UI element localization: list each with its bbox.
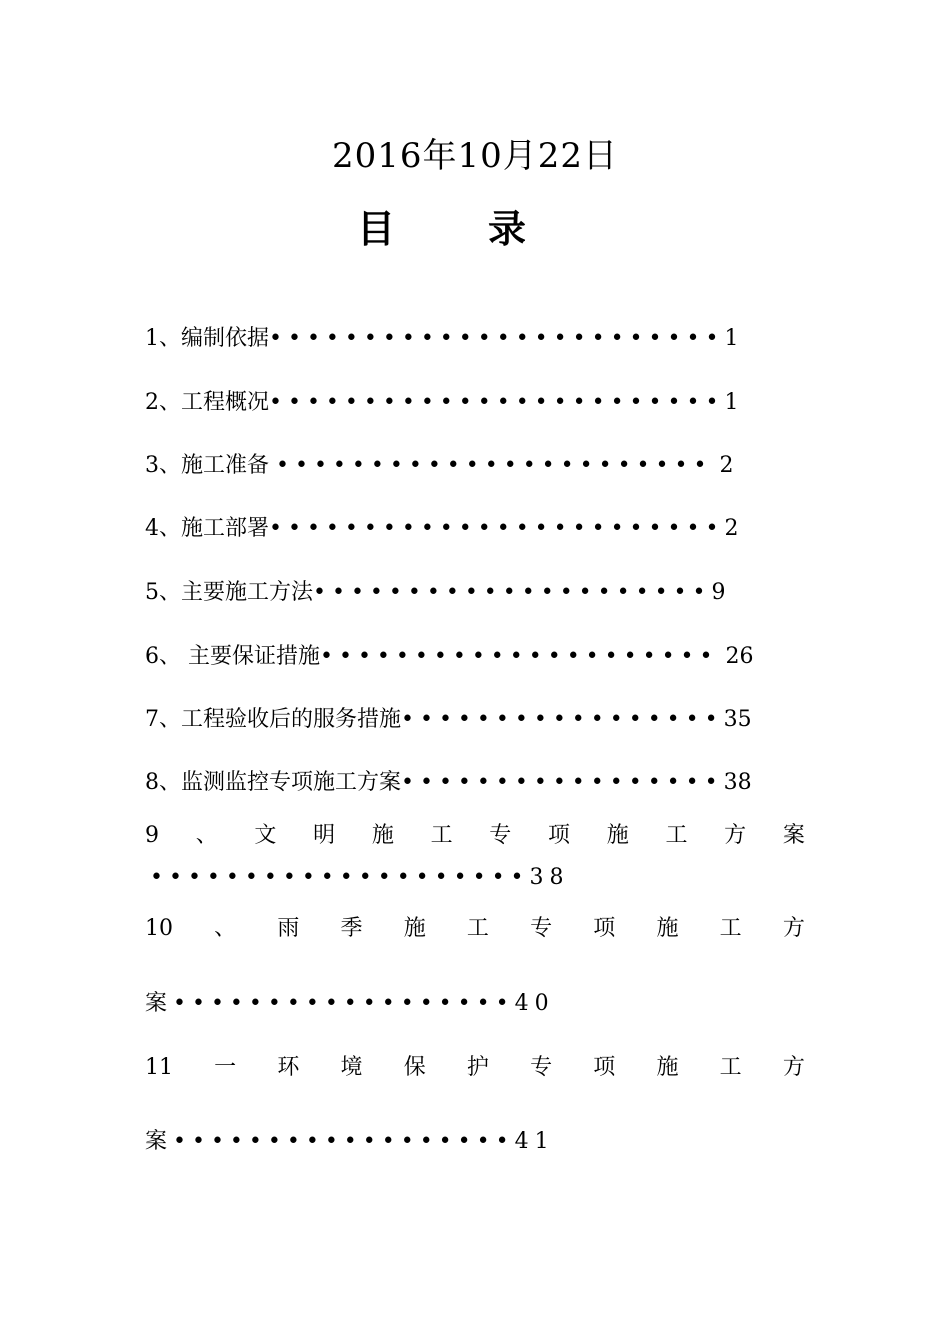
toc-entry-title: 1、编制依据 (145, 326, 269, 351)
toc-entry-char: 工 (665, 823, 688, 848)
toc-entry-char: 施 (606, 823, 629, 848)
toc-entry-11-continuation[interactable] (145, 1131, 555, 1153)
toc-entry-char: 季 (340, 916, 363, 941)
toc-entry-page: 9 (711, 580, 726, 605)
toc-entry-5[interactable] (145, 582, 726, 604)
toc-entry-char: 雨 (277, 916, 300, 941)
toc-entry-char: 项 (593, 1055, 616, 1080)
toc-entry-char: 一 (214, 1055, 237, 1080)
toc-entry-char: 境 (340, 1055, 363, 1080)
toc-entry-page: 35 (723, 707, 752, 732)
toc-entry-4[interactable] (145, 518, 738, 540)
toc-entry-10-continuation[interactable] (145, 993, 555, 1015)
toc-entry-char: 工 (466, 916, 489, 941)
toc-entry-title: 4、施工部署 (145, 516, 269, 541)
toc-leader-dots: ••••••••••••••••• (401, 770, 724, 795)
toc-entry-char: 施 (371, 823, 394, 848)
toc-leader-dots: ••••••••••••••••• (401, 707, 724, 732)
toc-entry-char: 方 (782, 916, 805, 941)
toc-entry-title: 7、工程验收后的服务措施 (145, 707, 401, 732)
toc-entry-1[interactable] (145, 328, 738, 350)
document-date: 2016年10月22日 (331, 136, 619, 176)
toc-entry-char: 施 (403, 916, 426, 941)
toc-leader-dots: •••••••••••••••••••••••• (269, 390, 725, 415)
toc-entry-title: 6、 主要保证措施 (145, 644, 320, 669)
toc-entry-char: 方 (724, 823, 747, 848)
toc-entry-7[interactable] (145, 709, 752, 731)
toc-heading-char-1: 目 (357, 206, 396, 251)
toc-entry-page: 1 (724, 326, 739, 351)
toc-entry-title: 5、主要施工方法 (145, 580, 313, 605)
toc-entry-9-continuation[interactable] (150, 867, 570, 889)
toc-leader-dots-page: 案••••••••••••••••••40 (145, 991, 555, 1016)
toc-entry-char: 护 (466, 1055, 489, 1080)
toc-entry-char: 环 (277, 1055, 300, 1080)
toc-leader-dots: •••••••••••••••••••••••• (269, 326, 725, 351)
toc-entry-char: 明 (313, 823, 336, 848)
toc-entry-char: 10 (145, 916, 173, 941)
toc-entry-char: 专 (489, 823, 512, 848)
toc-entry-char: 施 (656, 1055, 679, 1080)
toc-entry-page: 38 (723, 770, 752, 795)
toc-entry-page: 2 (712, 453, 734, 478)
toc-entry-title: 3、施工准备 (145, 453, 276, 478)
toc-leader-dots: ••••••••••••••••••••• (313, 580, 712, 605)
toc-entry-char: 、 (214, 916, 237, 941)
toc-heading-char-2: 录 (488, 206, 527, 251)
toc-leader-dots: •••••••••••••••••••••••• (269, 516, 725, 541)
toc-entry-char: 工 (719, 916, 742, 941)
toc-entry-page: 2 (724, 516, 739, 541)
toc-entry-title: 8、监测监控专项施工方案 (145, 770, 401, 795)
toc-entry-2[interactable] (145, 392, 738, 414)
toc-entry-page: 26 (718, 644, 754, 669)
toc-entry-char: 案 (782, 823, 805, 848)
toc-entry-11[interactable] (145, 1057, 805, 1079)
toc-entry-9[interactable] (145, 825, 805, 847)
toc-entry-char: 施 (656, 916, 679, 941)
toc-entry-page: 1 (724, 390, 739, 415)
toc-entry-title: 2、工程概况 (145, 390, 269, 415)
toc-leader-dots: ••••••••••••••••••••• (320, 644, 719, 669)
toc-entry-8[interactable] (145, 772, 752, 794)
toc-entry-char: 方 (782, 1055, 805, 1080)
toc-leader-dots: ••••••••••••••••••••••• (276, 453, 713, 478)
toc-entry-char: 、 (195, 823, 218, 848)
toc-entry-char: 文 (254, 823, 277, 848)
toc-entry-char: 专 (530, 1055, 553, 1080)
toc-entry-6[interactable] (145, 646, 754, 668)
toc-entry-3[interactable] (145, 455, 733, 477)
toc-entry-char: 专 (530, 916, 553, 941)
toc-entry-char: 9 (145, 823, 159, 848)
toc-entry-char: 工 (430, 823, 453, 848)
toc-leader-dots-page: ••••••••••••••••••••38 (150, 865, 570, 890)
toc-entry-char: 工 (719, 1055, 742, 1080)
toc-entry-char: 项 (593, 916, 616, 941)
toc-entry-char: 保 (403, 1055, 426, 1080)
toc-leader-dots-page: 案••••••••••••••••••41 (145, 1129, 555, 1154)
toc-entry-char: 项 (548, 823, 571, 848)
toc-entry-char: 11 (145, 1055, 173, 1080)
toc-entry-10[interactable] (145, 918, 805, 940)
